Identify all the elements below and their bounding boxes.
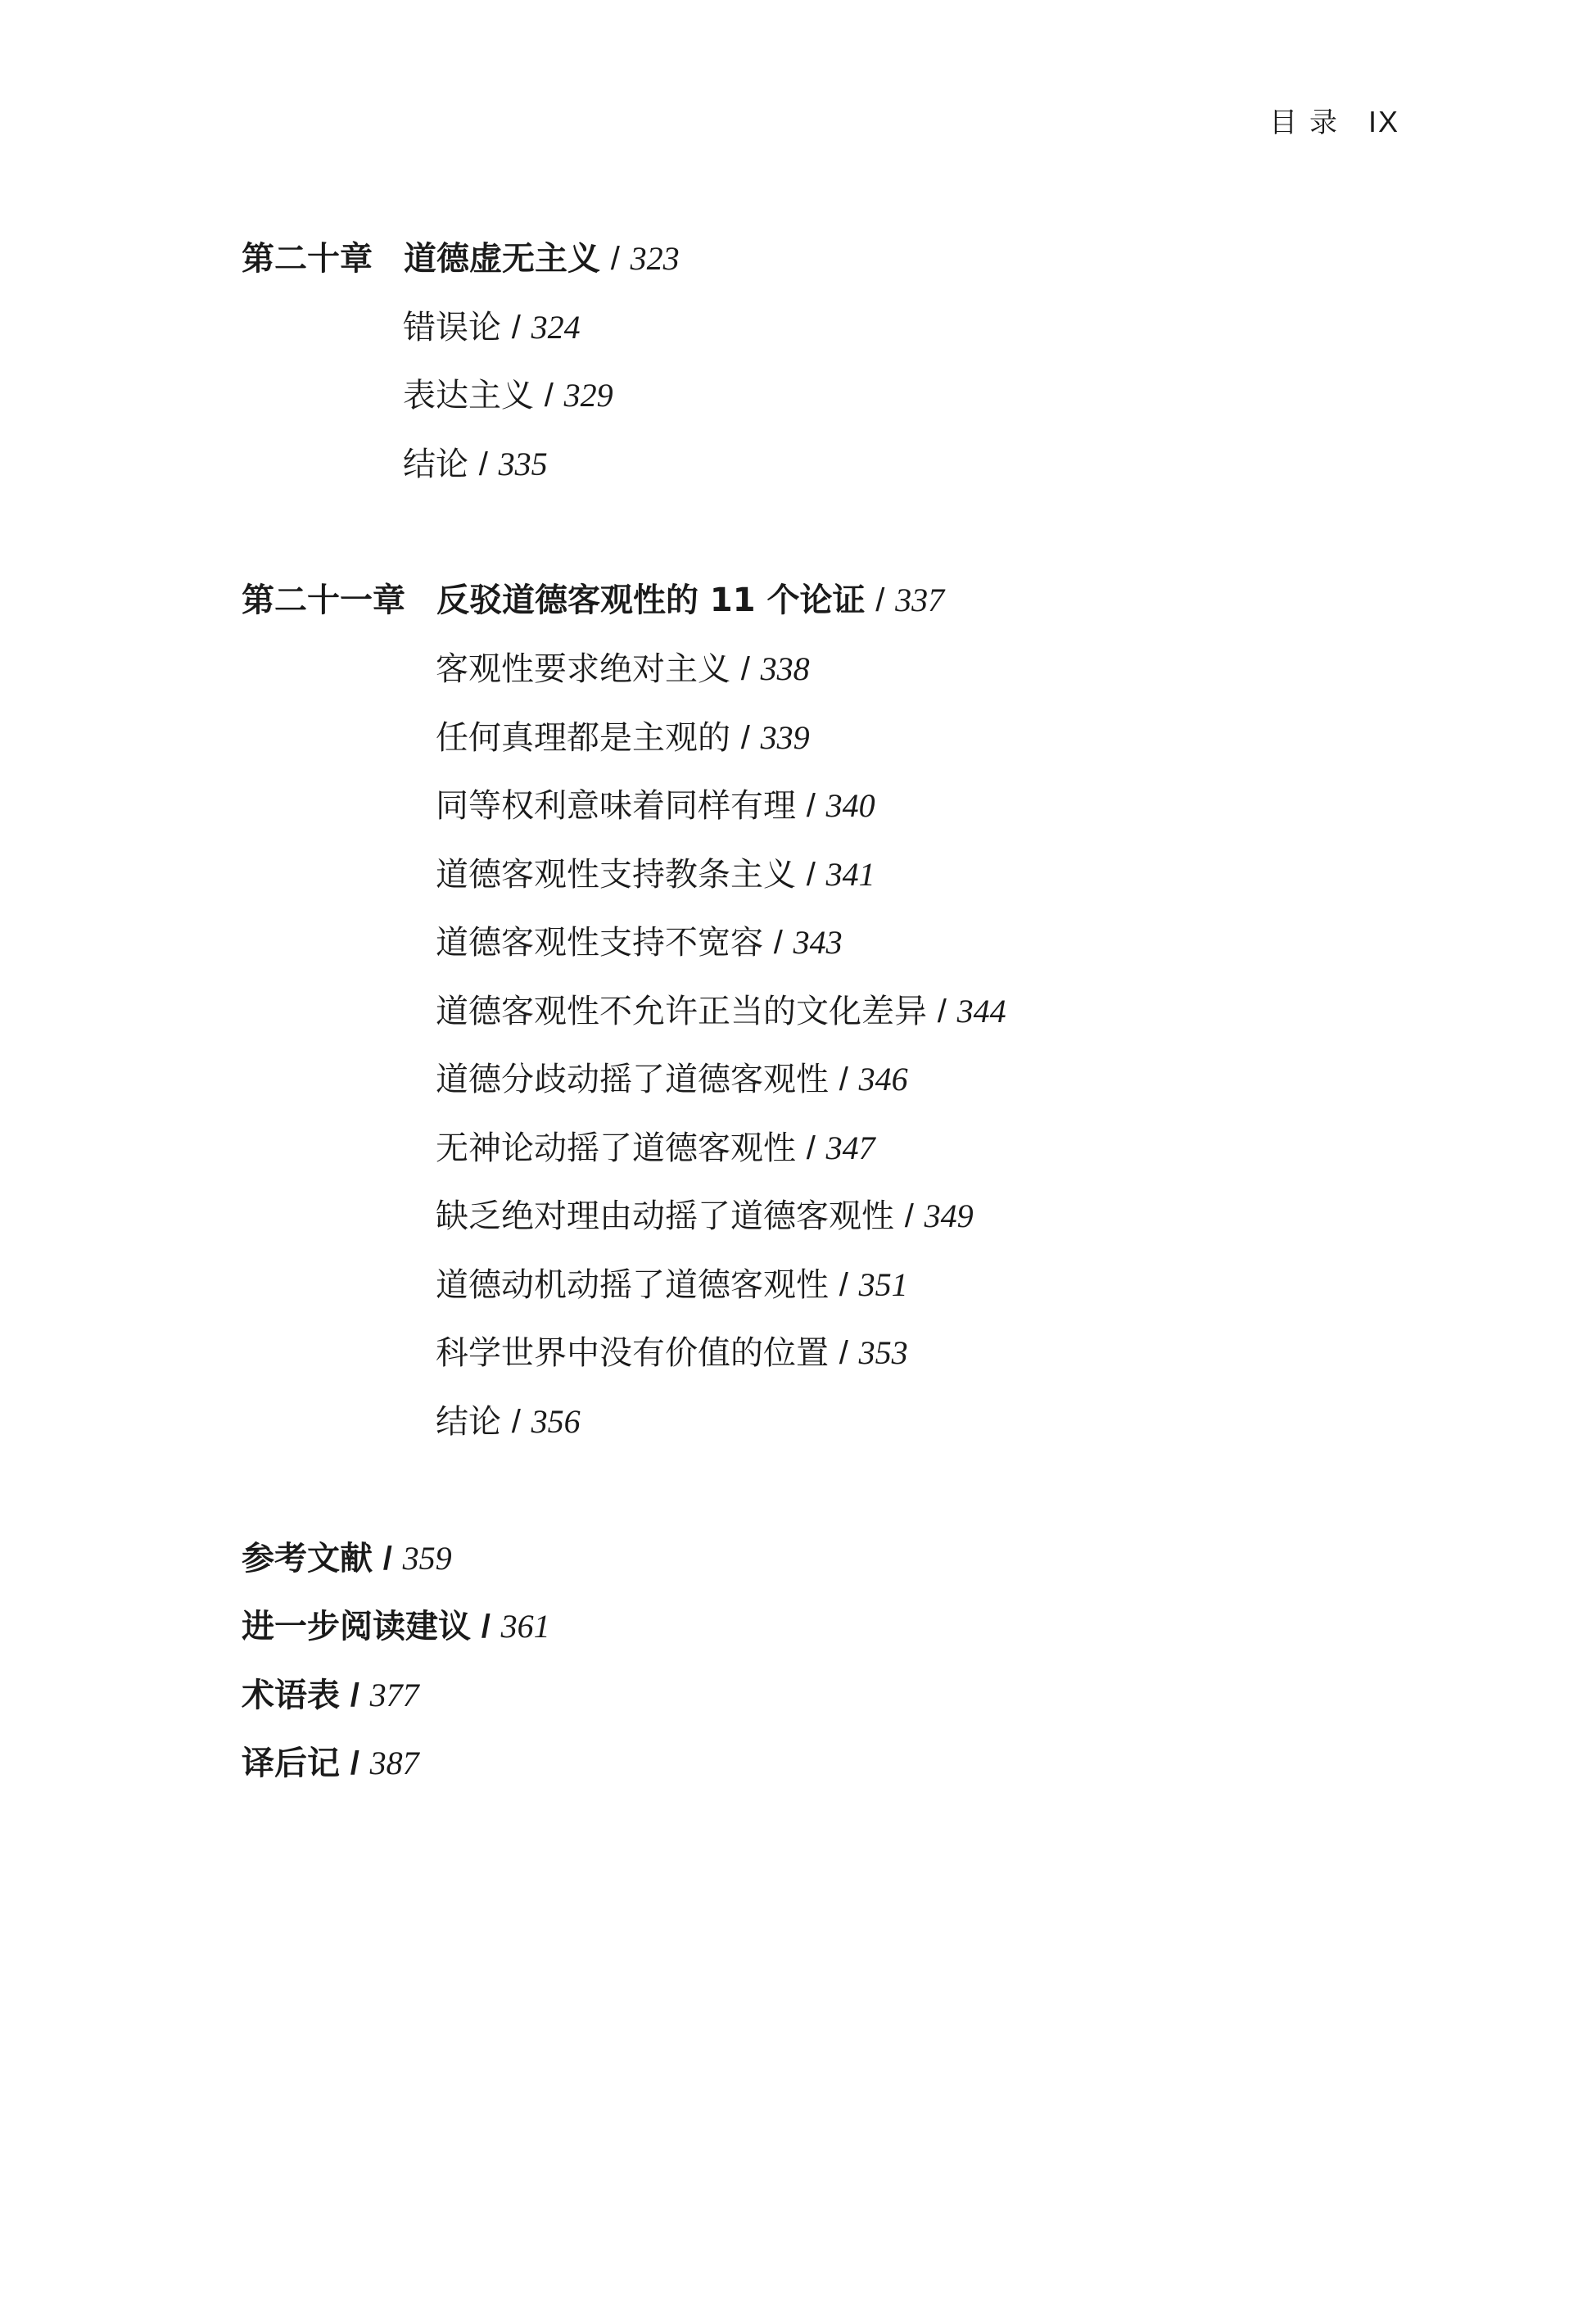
page-reference: 359 [402,1540,452,1577]
toc-section[interactable] [436,856,875,894]
backmatter-title: 术语表 [242,1677,340,1714]
page-separator: / [350,1745,359,1781]
page-reference: 349 [924,1197,974,1234]
toc-section[interactable] [403,311,581,344]
backmatter-title: 译后记 [242,1745,340,1782]
page-separator: / [904,1198,914,1234]
chapter-number: 第二十一章 [242,582,405,619]
toc-section[interactable] [436,1063,908,1096]
page-reference: 340 [825,787,875,824]
section-title: 道德客观性不允许正当的文化差异 [436,993,927,1030]
page-separator: / [806,1130,816,1166]
toc-section[interactable] [436,1403,581,1441]
page-separator: / [511,1404,521,1440]
section-title: 错误论 [403,309,501,346]
section-title: 客观性要求绝对主义 [436,650,730,688]
page-reference: 356 [531,1403,581,1440]
toc-chapter-20[interactable] [242,240,680,278]
toc-backmatter-afterword[interactable] [242,1747,419,1780]
toc-section[interactable] [403,448,548,481]
toc-section[interactable] [403,379,613,412]
page-separator: / [740,720,750,756]
section-title: 无神论动摇了道德客观性 [436,1129,796,1167]
running-header-section: 目 录 [1269,106,1339,139]
page-separator: / [839,1335,848,1371]
page-separator: / [773,925,783,961]
toc-backmatter-references[interactable] [242,1542,452,1575]
page-separator: / [875,582,885,618]
page-separator: / [839,1267,848,1303]
page-separator: / [544,378,554,414]
section-title: 缺乏绝对理由动摇了道德客观性 [436,1197,894,1235]
chapter-number: 第二十章 [242,240,373,278]
page-reference: 338 [760,650,810,687]
backmatter-title: 参考文献 [242,1540,373,1577]
page-separator: / [511,310,521,346]
page-reference: 346 [858,1061,908,1098]
page-reference: 329 [563,377,613,414]
page-reference: 353 [858,1334,908,1371]
section-title: 道德客观性支持不宽容 [436,924,763,962]
page-reference: 341 [825,856,875,893]
chapter-title: 反驳道德客观性的 11 个论证 [436,582,866,619]
page-reference: 337 [895,582,945,618]
section-title: 道德分歧动摇了道德客观性 [436,1061,829,1098]
page-separator: / [740,651,750,687]
toc-section[interactable] [436,1129,875,1167]
page-reference: 335 [498,446,548,482]
toc-section[interactable] [436,1197,974,1235]
page-separator: / [806,857,816,893]
page-reference: 343 [793,924,843,961]
section-title: 道德动机动摇了道德客观性 [436,1266,829,1304]
page-reference: 323 [630,240,680,277]
page-reference: 377 [369,1677,419,1713]
page-reference: 387 [369,1745,419,1781]
chapter-title: 道德虚无主义 [404,240,600,278]
page-separator: / [806,788,816,824]
page-separator: / [937,994,947,1030]
toc-section[interactable] [436,787,875,825]
page-reference: 324 [531,309,581,346]
backmatter-title: 进一步阅读建议 [242,1608,471,1645]
section-title: 任何真理都是主观的 [436,719,730,757]
page-separator: / [481,1609,491,1645]
toc-section[interactable] [436,1266,908,1304]
toc-section[interactable] [436,719,810,757]
toc-section[interactable] [436,995,1006,1028]
page-reference: 351 [858,1266,908,1303]
page-reference: 361 [500,1608,550,1645]
page-reference: 344 [956,993,1006,1030]
toc-backmatter-glossary[interactable] [242,1679,419,1712]
section-title: 表达主义 [403,377,534,414]
page-separator: / [478,446,488,482]
page-separator: / [350,1677,359,1713]
section-title: 结论 [436,1403,501,1441]
toc-chapter-21[interactable] [242,584,944,617]
page-separator: / [839,1061,848,1098]
toc-section[interactable] [436,1334,908,1372]
page-separator: / [382,1541,392,1577]
page-reference: 339 [760,719,810,756]
toc-section[interactable] [436,650,810,688]
toc-section[interactable] [436,924,843,962]
section-title: 道德客观性支持教条主义 [436,856,796,894]
section-title: 结论 [403,446,468,483]
running-header-page-number: IX [1368,105,1399,138]
section-title: 同等权利意味着同样有理 [436,787,796,825]
page-separator: / [610,241,620,277]
page-reference: 347 [825,1129,875,1166]
toc-backmatter-further-reading[interactable] [242,1610,550,1643]
section-title: 科学世界中没有价值的位置 [436,1334,829,1372]
